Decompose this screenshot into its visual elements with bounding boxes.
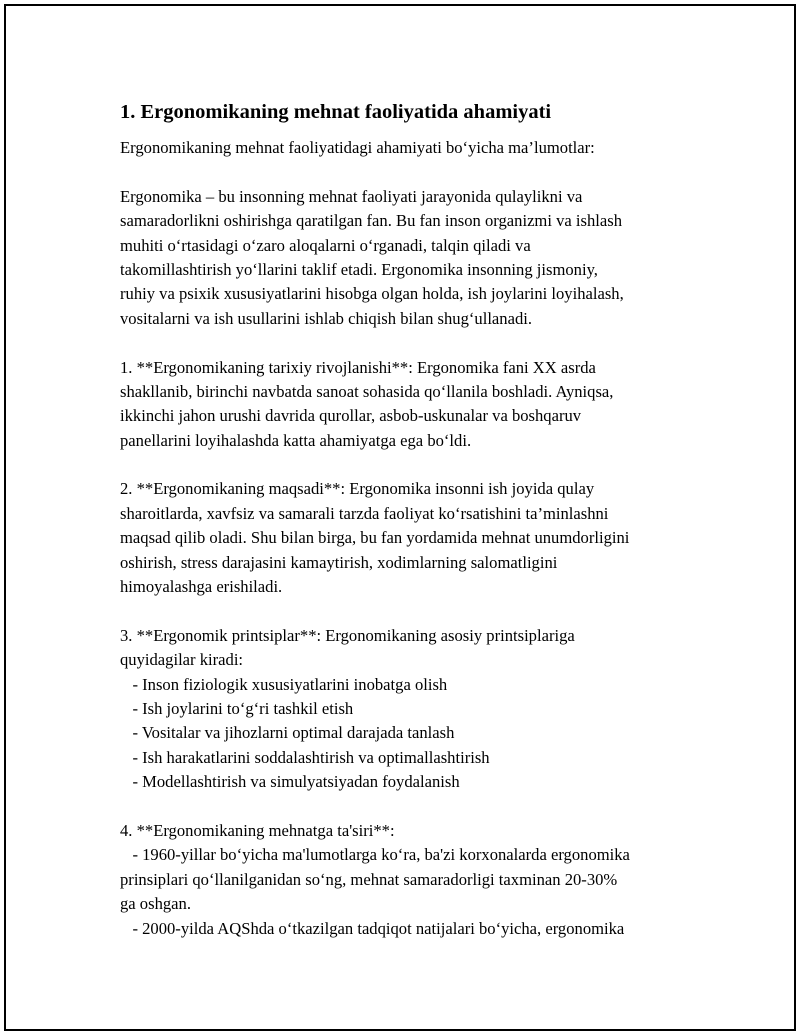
text-lines [120,136,700,941]
text-line: samaradorlikni oshirishga qaratilgan fan. Bu fan inson organizmi va ishlash [120,211,623,231]
text-line: 4. **Ergonomikaning mehnatga ta'siri**: [120,820,395,840]
text-line: ikkinchi jahon urushi davrida qurollar, asbob-uskunalar va boshqaruv [120,406,582,426]
text-line: himoyalashga erishiladi. [120,577,283,597]
text-line: quyidagilar kiradi: [120,650,244,670]
text-line: muhiti o‘rtasidagi o‘zaro aloqalarni o‘rganadi, talqin qiladi va [120,235,531,255]
blank-line [120,795,700,819]
text-line: maqsad qilib oladi. Shu bilan birga, bu fan yordamida mehnat unumdorligini [120,528,630,548]
text-line: - 2000-yilda AQShda o‘tkazilgan tadqiqot natijalari bo‘yicha, ergonomika [120,918,625,938]
text-line: - Modellashtirish va simulyatsiyadan foydalanish [120,772,460,792]
text-line: - Vositalar va jihozlarni optimal darajada tanlash [120,723,455,743]
blank-line [120,453,700,477]
text-line: takomillashtirish yo‘llarini taklif etadi. Ergonomika insonning jismoniy, [120,259,598,279]
text-line: - Ish joylarini to‘g‘ri tashkil etish [120,698,354,718]
text-line: oshirish, stress darajasini kamaytirish, xodimlarning salomatligini [120,552,558,572]
text-line: prinsiplari qo‘llanilganidan so‘ng, mehnat samaradorligi taxminan 20-30% [120,869,618,889]
document-title: 1. Ergonomikaning mehnat faoliyatida ahamiyati [120,101,552,123]
text-line: - Inson fiziologik xususiyatlarini inobatga olish [120,674,448,694]
text-line: - 1960-yillar bo‘yicha ma'lumotlarga ko‘ra, ba'zi korxonalarda ergonomika [120,845,630,865]
text-line: - Ish harakatlarini soddalashtirish va optimallashtirish [120,747,490,767]
text-line: sharoitlarda, xavfsiz va samarali tarzda faoliyat ko‘rsatishini ta’minlashni [120,503,609,523]
text-line: Ergonomikaning mehnat faoliyatidagi ahamiyati bo‘yicha ma’lumotlar: [120,138,595,157]
text-line: 1. **Ergonomikaning tarixiy rivojlanishi**: Ergonomika fani XX asrda [120,357,596,377]
text-line: shakllanib, birinchi navbatda sanoat sohasida qo‘llanila boshladi. Ayniqsa, [120,381,614,401]
blank-line [120,331,700,355]
text-line: 3. **Ergonomik printsiplar**: Ergonomikaning asosiy printsiplariga [120,625,575,645]
blank-line [120,599,700,623]
document-body [120,98,700,941]
text-line: vositalarni va ish usullarini ishlab chiqish bilan shug‘ullanadi. [120,308,533,328]
text-line: Ergonomika – bu insonning mehnat faoliyati jarayonida qulaylikni va [120,186,583,206]
document-page [4,4,796,1031]
text-line: 2. **Ergonomikaning maqsadi**: Ergonomika insonni ish joyida qulay [120,479,595,499]
blank-line [120,160,700,184]
text-line: panellarini loyihalashda katta ahamiyatga ega bo‘ldi. [120,430,472,450]
text-line: ruhiy va psixik xususiyatlarini hisobga olgan holda, ish joylarini loyihalash, [120,284,624,304]
text-line: ga oshgan. [120,894,191,914]
